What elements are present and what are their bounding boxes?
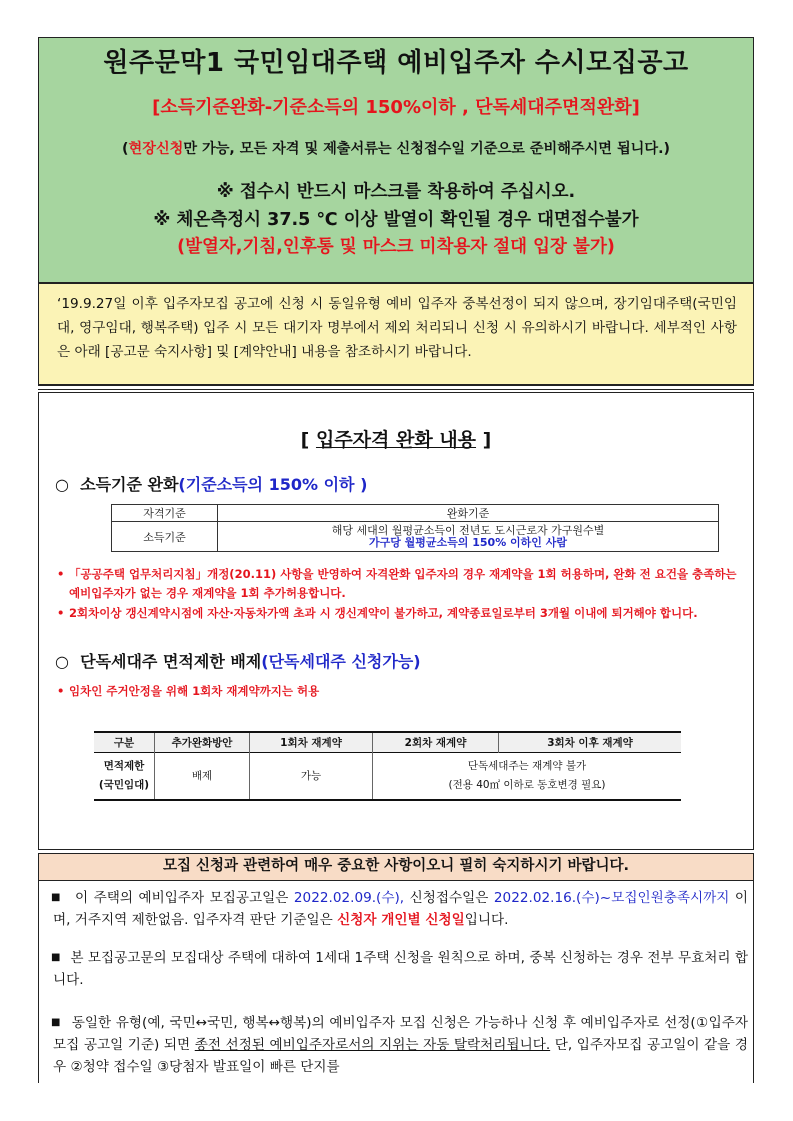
one-household-paragraph: ■ 본 모집공고문의 모집대상 주택에 대하여 1세대 1주택 신청을 원칙으로 하며, 중복 신청하는 경우 전부 무효처리 합니다. [51, 950, 748, 988]
relaxation-header: 완화기준 [218, 505, 719, 522]
important-notice-body [38, 881, 754, 1083]
application-date: 2022.02.16.(수)~모집인원충족시까지 [493, 890, 730, 906]
col-additional-relaxation: 추가완화방안 [155, 732, 250, 752]
criteria-header: 자격기준 [112, 505, 218, 522]
income-relaxation-heading: ○ 소득기준 완화(기준소득의 150% 이하 ) [55, 475, 368, 494]
section-title: [ 입주자격 완화 내용 ] [300, 429, 492, 451]
col-second-recontract: 2회차 재계약 [373, 732, 499, 752]
divider [38, 385, 754, 390]
area-restriction-table [94, 731, 681, 801]
announcement-dates-paragraph: ■ 이 주택의 예비입주자 모집공고일은 2022.02.09.(수), 신청접수일은 2022.02.16.(수)~모집인원충족시까지 이며, 거주지역 제한없음. 입주자격 판단 기준일은 신청자 개인별 신청일입니다. [51, 890, 748, 928]
eligibility-base-date: 신청자 개인별 신청일 [337, 912, 465, 928]
important-notice-title: 모집 신청과 관련하여 매우 중요한 사항이오니 필히 숙지하시기 바랍니다. [38, 853, 754, 881]
announcement-title: 원주문막1 국민임대주택 예비입주자 수시모집공고 [103, 48, 689, 78]
application-method-note: (현장신청만 가능, 모든 자격 및 제출서류는 신청접수일 기준으로 준비해주시면 됩니다.) [122, 141, 670, 157]
onsite-application-highlight: 현장신청 [128, 141, 184, 157]
entry-restriction-notice: (발열자,기침,인후통 및 마스크 미착용자 절대 입장 불가) [177, 237, 615, 257]
asset-limit-bullet: • 2회차이상 갱신계약시점에 자산·자동차가액 초과 시 갱신계약이 불가하고, 계약종료일로부터 3개월 이내에 퇴거해야 합니다. [57, 606, 698, 620]
col-category: 구분 [94, 732, 155, 752]
income-criteria-table [111, 504, 719, 552]
first-recontract-bullet: • 임차인 주거안정을 위해 1회차 재계약까지는 허용 [57, 684, 320, 698]
temperature-notice: ※ 체온측정시 37.5 ℃ 이상 발열이 확인될 경우 대면접수불가 [153, 210, 639, 230]
duplicate-selection-notice [38, 283, 754, 385]
announcement-header [38, 37, 754, 283]
auto-disqualification-text: 종전 선정된 예비입주자로서의 지위는 자동 탈락처리됩니다. [194, 1037, 551, 1053]
eligibility-relaxation-section [38, 392, 754, 850]
cell-first-possible: 가능 [250, 752, 373, 800]
recontract-allowance-bullet: • 「공공주택 업무처리지침」개정(20.11) 사항을 반영하여 자격완화 입주자의 경우 재계약을 1회 허용하며, 완화 전 요건을 충족하는 예비입주자가 없는 경우 재계약을 1회 추가허용합니다. [57, 567, 737, 600]
criteria-income-label: 소득기준 [112, 522, 218, 552]
announcement-subtitle: [소득기준완화-기준소득의 150%이하 , 단독세대주면적완화] [152, 97, 640, 118]
duplicate-selection-text: ‘19.9.27일 이후 입주자모집 공고에 신청 시 동일유형 예비 입주자 중복선정이 되지 않으며, 장기임대주택(국민임대, 영구임대, 행복주택) 입주 시 모든 대기자 명부에서 제외 처리되니 신청 시 유의하시기 바랍니다. 세부적인 사항은 아래 [공고문 숙지사항] 및 [계약안내] 내용을 참조하시기 바랍니다. [57, 296, 737, 360]
row-area-restriction-label: 면적제한 (국민임대) [94, 752, 155, 800]
announcement-date: 2022.02.09.(수), [293, 890, 405, 906]
col-third-recontract: 3회차 이후 재계약 [547, 736, 633, 749]
relaxation-income-value: 해당 세대의 월평균소득이 전년도 도시근로자 가구원수별 가구당 월평균소득의 150% 이하인 사람 [218, 522, 719, 552]
area-restriction-heading: ○ 단독세대주 면적제한 배제(단독세대주 신청가능) [55, 652, 421, 671]
cell-later-not-allowed: 단독세대주는 재계약 불가 (전용 40㎡ 이하로 동호변경 필요) [448, 759, 606, 791]
col-first-recontract: 1회차 재계약 [250, 732, 373, 752]
cell-relaxation-excluded: 배제 [155, 752, 250, 800]
mask-notice: ※ 접수시 반드시 마스크를 착용하여 주십시오. [216, 182, 576, 202]
duplicate-type-paragraph: ■ 동일한 유형(예, 국민↔국민, 행복↔행복)의 예비입주자 모집 신청은 가능하나 신청 후 예비입주자로 선정(①입주자모집 공고일 기준) 되면 종전 선정된 예비입주자로서의 지위는 자동 탈락처리됩니다. 단, 입주자모집 공고일이 같을 경우 ②청약 접수일 ③당첨자 발표일이 빠른 단지를 [51, 1015, 748, 1075]
